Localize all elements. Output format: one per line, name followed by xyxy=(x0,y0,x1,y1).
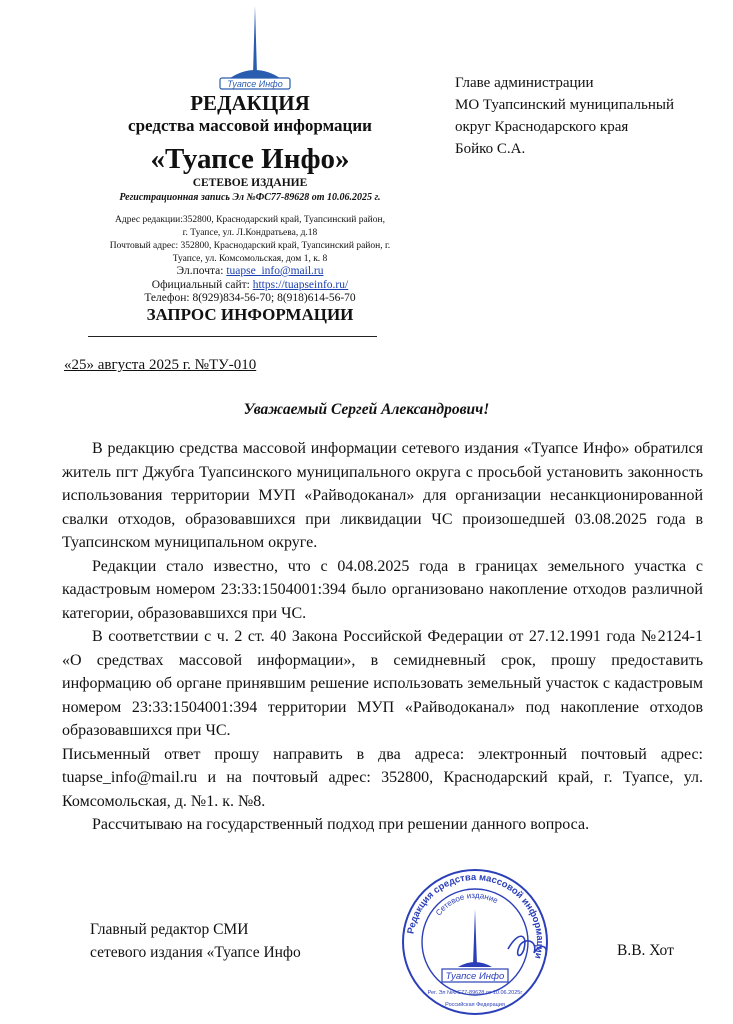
paragraph-4: Письменный ответ прошу направить в два адреса: электронный почтовый адрес: tuapse_info@mail.ru и на почтовый адрес: 352800, Краснодарский край, г. Туапсе, ул. Комсомольская, д. №1. к. №8. xyxy=(62,745,703,810)
date-number-line: «25» августа 2025 г. №ТУ-010 xyxy=(64,357,257,373)
header-type: СЕТЕВОЕ ИЗДАНИЕ xyxy=(192,177,308,189)
phone-line: Телефон: 8(929)834-56-70; 8(918)614-56-70 xyxy=(144,292,356,304)
editorial-address-2: г. Туапсе, ул. Л.Кондратьева, д.18 xyxy=(182,228,318,238)
greeting: Уважаемый Сергей Александрович! xyxy=(243,401,490,418)
signature-title-1: Главный редактор СМИ xyxy=(90,921,249,938)
site-label: Официальный сайт: xyxy=(151,279,250,291)
paragraph-3: В соответствии с ч. 2 ст. 40 Закона Российской Федерации от 27.12.1991 года №2124-1 «О средствах массовой информации», в семидневный срок, прошу предоставить информацию об органе принявшим решение использовать земельный участок с кадастровым номером 23:33:1504001:394 территории МУП «Райводоканал» под накопление отходов образовавшихся при ЧС. xyxy=(62,628,703,739)
paragraph-1: В редакцию средства массовой информации сетевого издания «Туапсе Инфо» обратился житель пгт Джубга Туапсинского муниципального округа с просьбой установить законность использования территории МУП «Райводоканал» для организации несанкционированной свалки отходов, образовавшихся при ликвидации ЧС произошедшей 03.08.2025 года в Туапсинском муниципальном округе. xyxy=(62,440,703,551)
addressee-line-3: округ Краснодарского края xyxy=(455,119,629,135)
email-link[interactable]: tuapse_info@mail.ru xyxy=(226,265,324,277)
postal-address-1: Почтовый адрес: 352800, Краснодарский край, Туапсинский район, г. xyxy=(109,241,391,251)
letter-body xyxy=(62,437,703,837)
logo-emblem xyxy=(214,4,296,94)
logo-text: Туапсе Инфо xyxy=(227,79,283,89)
addressee-line-2: МО Туапсинский муниципальный xyxy=(455,97,674,113)
official-stamp xyxy=(400,867,550,1017)
stamp-outer-text: Редакция средства массовой информации xyxy=(405,871,546,960)
document-title: ЗАПРОС ИНФОРМАЦИИ xyxy=(146,305,354,324)
stamp-center-text: Туапсе Инфо xyxy=(445,971,505,982)
site-link[interactable]: https://tuapseinfo.ru/ xyxy=(252,279,349,291)
email-label: Эл.почта: xyxy=(176,265,224,277)
stamp-inner-text: Сетевое издание xyxy=(433,890,500,918)
header-line2: средства массовой информации xyxy=(128,116,372,135)
signature-title-2: сетевого издания «Туапсе Инфо xyxy=(90,944,301,961)
header-outlet-name: «Туапсе Инфо» xyxy=(150,143,350,175)
postal-address-2: Туапсе, ул. Комсомольская, дом 1, к. 8 xyxy=(172,254,328,264)
header-registration: Регистрационная запись Эл №ФС77-89628 от 10.06.2025 г. xyxy=(119,192,381,203)
addressee-line-1: Главе администрации xyxy=(455,75,594,91)
paragraph-2: Редакции стало известно, что с 04.08.2025 года в границах земельного участка с кадастровым номером 23:33:1504001:394 было организовано накопление отходов различной категории, образовавшихся при ЧС. xyxy=(62,557,703,622)
editorial-address-1: Адрес редакции:352800, Краснодарский край, Туапсинский район, xyxy=(115,215,385,225)
header-line1: РЕДАКЦИЯ xyxy=(190,91,310,115)
signature-name: В.В. Хот xyxy=(617,942,674,959)
stamp-country-text: Российская Федерация xyxy=(445,1002,505,1008)
stamp-reg-text: Рег. Эл №ФС77-89628 от 10.06.2025г xyxy=(427,990,523,996)
email-line xyxy=(90,265,410,277)
addressee-line-4: Бойко С.А. xyxy=(455,141,526,157)
site-line xyxy=(90,279,410,291)
header-divider xyxy=(88,336,377,337)
signature-block xyxy=(90,918,301,964)
paragraph-5: Рассчитываю на государственный подход при решении данного вопроса. xyxy=(92,816,590,833)
addressee-block xyxy=(455,72,674,160)
